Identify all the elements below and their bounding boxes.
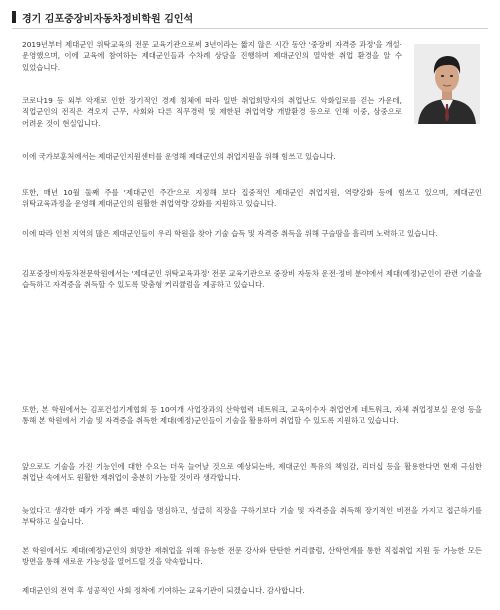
paragraph-7: 또한, 본 학원에서는 김포건설기계협회 등 10여개 사업장과의 산학협력 네트워크, 교육이수자 취업연계 네트워크, 자체 취업정보실 운영 등을 통해 본 학원에서 기술 및 자격증을 취득한 제대(예정)군인들이 기술을 활용하여 취업할 수 있도록 지원하고 있습니다.: [22, 405, 482, 426]
paragraph-4: 또한, 매년 10월 둘째 주를 '제대군인 주간'으로 지정해 보다 집중적인 제대군인 취업지원, 역량강화 등에 힘쓰고 있으며, 제대군인 위탁교육과정을 운영해 제대군인의 원활한 취업역량 강화를 지원하고 있습니다.: [22, 188, 482, 209]
paragraph-11: 제대군인의 전역 후 성공적인 사회 정착에 기여하는 교육기관이 되겠습니다. 감사합니다.: [22, 586, 305, 595]
portrait-image: [414, 44, 480, 124]
paragraph-2: 코로나19 등 외부 악재로 인한 장기적인 경제 침체에 따라 일반 취업희망자의 취업난도 악화일로를 걷는 가운데, 직업군인의 전직은 격오지 근무, 사회와 다른 직무경력 및 제한된 취업역량 개발환경 등으로 인해 이중, 삼중으로 어려운 것이 현실입니다.: [22, 96, 402, 128]
paragraph-1: 2019년부터 제대군인 위탁교육의 전문 교육기관으로써 3년이라는 짧지 않은 시간 동안 '중장비 자격증 과정'을 개설·운영했으며, 이에 교육에 참여하는 제대군인들과 수차례 상담을 진행하며 제대군인의 열악한 취업 환경을 알 수 있었습니다.: [22, 40, 402, 72]
paragraph-8: 앞으로도 기술을 가진 기능인에 대한 수요는 더욱 늘어날 것으로 예상되는바, 제대군인 특유의 책임감, 리더십 등을 활용한다면 현재 극심한 취업난 속에서도 원활한 재취업이 충분히 가능할 것이라 생각합니다.: [22, 462, 482, 483]
paragraph-6: 김포중장비자동차전문학원에서는 '제대군인 위탁교육과정' 전문 교육기관으로 중장비 자동차 운전·정비 분야에서 제대(예정)군인이 관련 기술을 습득하고 자격증을 취득할 수 있도록 맞춤형 커리큘럼을 제공하고 있습니다.: [22, 269, 482, 290]
paragraph-10: 본 학원에서도 제대(예정)군인의 희망찬 재취업을 위해 유능한 전문 강사와 탄탄한 커리큘럼, 산학연계를 통한 직접취업 지원 등 가능한 모든 방면을 통해 새로운 가능성을 열어드릴 것을 약속합니다.: [22, 546, 482, 567]
paragraph-5: 이에 따라 인천 지역의 많은 제대군인들이 우리 학원을 찾아 기술 습득 및 자격증 취득을 위해 구슬땀을 흘리며 노력하고 있습니다.: [22, 229, 438, 238]
paragraph-3: 이에 국가보훈처에서는 제대군인지원센터를 운영해 제대군인의 취업지원을 위해 힘쓰고 있습니다.: [22, 152, 336, 161]
header-divider: [12, 28, 488, 29]
article-title: 경기 김포중장비자동차정비학원 김인석: [22, 13, 194, 25]
section-marker-bar: [12, 11, 16, 23]
paragraph-9: 늦었다고 생각한 때가 가장 빠른 때임을 명심하고, 성급히 직장을 구하기보다 기술 및 자격증을 취득해 장기적인 비전을 가지고 접근하기를 부탁하고 싶습니다.: [22, 506, 482, 527]
article-header: [12, 8, 488, 26]
author-portrait-photo: [414, 44, 480, 124]
